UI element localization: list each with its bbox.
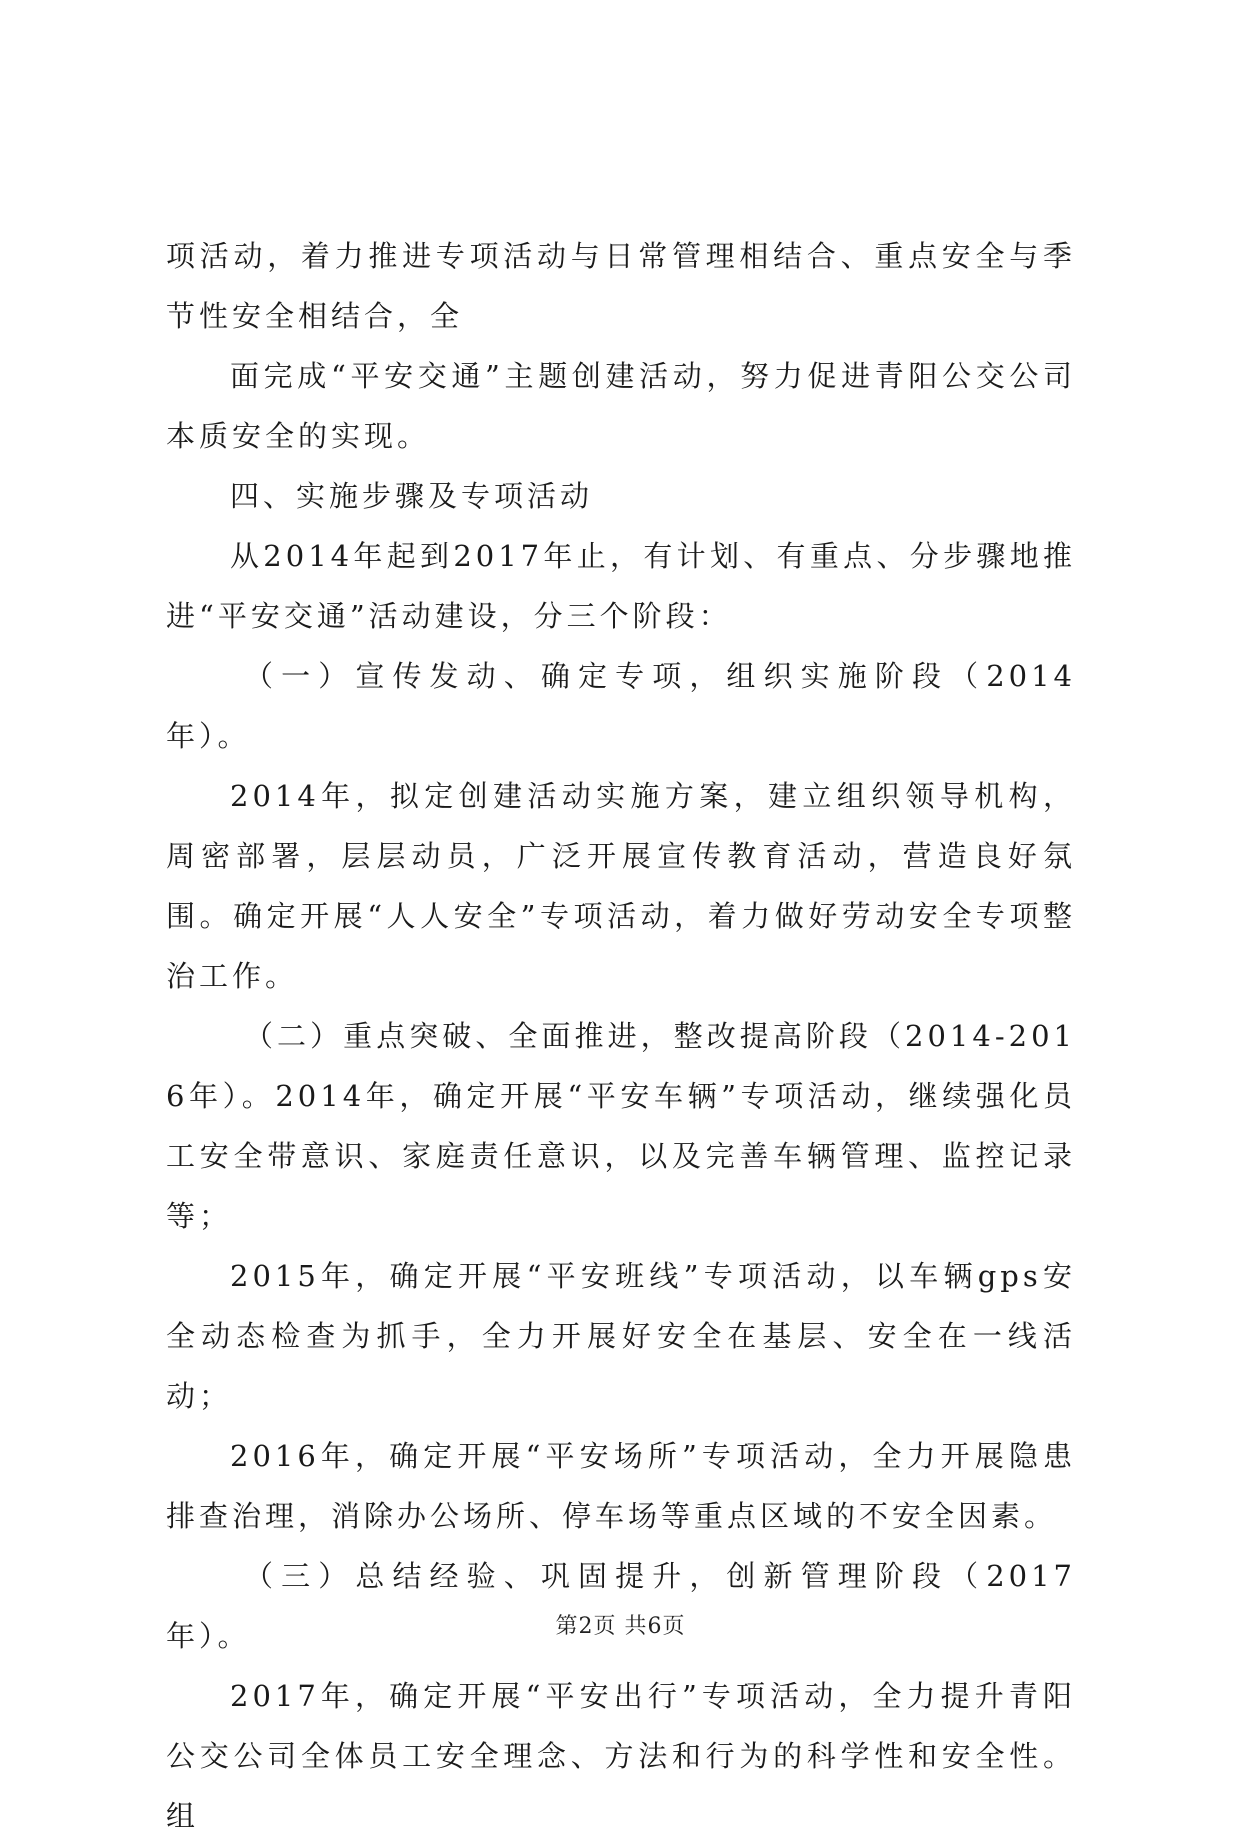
paragraph-2015: 2015年，确定开展“平安班线”专项活动，以车辆gps安全动态检查为抓手，全力开展好安全在基层、安全在一线活动； — [166, 1259, 1076, 1413]
phase-one-heading: （一）宣传发动、确定专项，组织实施阶段（2014年）。 — [166, 659, 1076, 753]
paragraph-2017: 2017年，确定开展“平安出行”专项活动，全力提升青阳公交公司全体员工安全理念、方法和行为的科学性和安全性。组 — [166, 1679, 1076, 1833]
paragraph-goal-completion: 面完成“平安交通”主题创建活动，努力促进青阳公交公司本质安全的实现。 — [166, 359, 1076, 453]
phase-three-heading: （三）总结经验、巩固提升，创新管理阶段（2017年）。 — [166, 1559, 1076, 1653]
paragraph-phase-one: 2014年，拟定创建活动实施方案，建立组织领导机构，周密部署，层层动员，广泛开展宣传教育活动，营造良好氛围。确定开展“人人安全”专项活动，着力做好劳动安全专项整治工作。 — [166, 779, 1076, 993]
paragraph-timeline: 从2014年起到2017年止，有计划、有重点、分步骤地推进“平安交通”活动建设，分三个阶段： — [166, 539, 1076, 633]
section-heading-steps: 四、实施步骤及专项活动 — [230, 479, 594, 513]
page-number-footer: 第2页 共6页 — [555, 1614, 686, 1639]
paragraph-2016: 2016年，确定开展“平安场所”专项活动，全力开展隐患排查治理，消除办公场所、停车场等重点区域的不安全因素。 — [166, 1439, 1076, 1533]
phase-two-heading: （二）重点突破、全面推进，整改提高阶段（2014-2016年）。2014年，确定开展“平安车辆”专项活动，继续强化员工安全带意识、家庭责任意识，以及完善车辆管理、监控记录等； — [166, 1019, 1076, 1233]
paragraph-continuation: 项活动，着力推进专项活动与日常管理相结合、重点安全与季节性安全相结合，全 — [166, 239, 1076, 333]
document-body — [166, 226, 1076, 1846]
